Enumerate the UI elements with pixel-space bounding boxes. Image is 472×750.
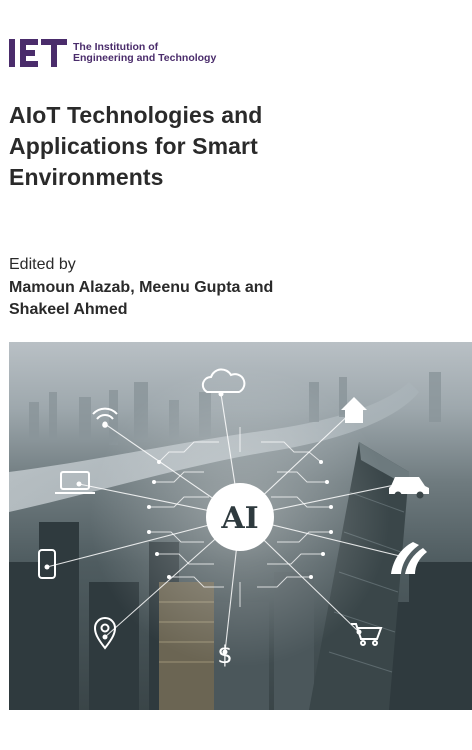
cover-image bbox=[9, 342, 472, 710]
iet-logo-mark bbox=[9, 39, 67, 67]
book-title-line2: Applications for Smart bbox=[9, 133, 258, 159]
book-title-line3: Environments bbox=[9, 164, 164, 190]
editors bbox=[9, 277, 449, 321]
publisher-name bbox=[73, 42, 216, 64]
ai-badge bbox=[206, 483, 274, 551]
dollar-icon: $ bbox=[217, 641, 233, 669]
edited-by-label: Edited by bbox=[9, 256, 76, 273]
car-icon bbox=[389, 477, 429, 499]
publisher-name-line2: Engineering and Technology bbox=[73, 52, 217, 64]
book-title-line1: AIoT Technologies and bbox=[9, 102, 263, 128]
cover-illustration bbox=[9, 342, 472, 710]
ai-badge-label: AI bbox=[221, 501, 259, 536]
publisher-logo bbox=[9, 38, 216, 68]
editors-line1: Mamoun Alazab, Meenu Gupta and bbox=[9, 279, 274, 296]
cover-bottom-margin bbox=[0, 710, 472, 750]
editors-line2: Shakeel Ahmed bbox=[9, 301, 128, 318]
book-title bbox=[9, 100, 449, 193]
publisher-name-line1: The Institution of bbox=[73, 41, 159, 53]
